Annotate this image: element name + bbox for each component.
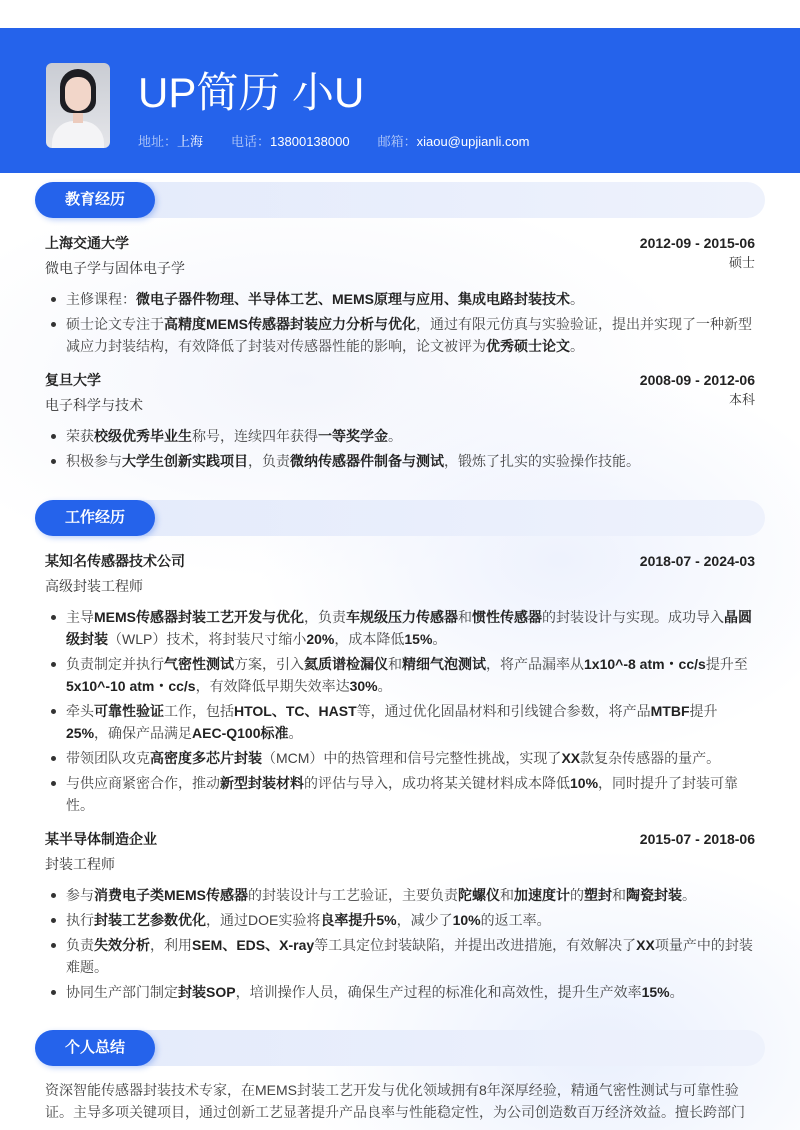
role: 封装工程师 <box>45 856 115 872</box>
organization: 上海交通大学 <box>45 235 129 251</box>
text: 提升至 <box>705 656 748 672</box>
organization: 复旦大学 <box>45 372 101 388</box>
text: 积极参与 <box>66 453 122 469</box>
text: 荣获 <box>66 428 94 444</box>
highlight-text: 20% <box>306 631 335 647</box>
highlight-text: 晶圆级封装 <box>66 609 752 647</box>
section-education <box>35 182 765 218</box>
bullet-list <box>45 606 755 816</box>
highlight-text: XX <box>561 750 581 766</box>
text: 等工具定位封装缺陷，并提出改进措施，有效解决了 <box>314 937 637 953</box>
text: ，有效降低早期失效率达 <box>195 678 350 694</box>
highlight-text: 一等奖学金 <box>318 428 388 444</box>
highlight-text: 氦质谱检漏仪 <box>304 656 388 672</box>
bullet-item <box>45 313 755 357</box>
text: 。 <box>570 291 584 307</box>
highlight-text: MEMS传感器封装工艺开发与优化 <box>94 609 304 625</box>
highlight-text: 微纳传感器件制备与测试 <box>290 453 444 469</box>
highlight-text: 气密性测试 <box>164 656 234 672</box>
highlight-text: 1x10^-8 atm・cc/s <box>584 656 706 672</box>
text: ，通过有限元仿真与实验验证，提出并实现了一种新型减应力封装结构，有效降低了封装对传感器性能的影响，论文被评为 <box>66 316 752 354</box>
bullet-item <box>45 288 755 310</box>
contact-phone: 电话：13800138000 <box>231 134 350 149</box>
bullet-item <box>45 450 755 472</box>
text: 。 <box>669 984 684 1000</box>
text: 的封装设计与实现。成功导入 <box>542 609 724 625</box>
role: 微电子学与固体电子学 <box>45 260 185 276</box>
section-title: 个人总结 <box>35 1030 155 1066</box>
highlight-text: 15% <box>641 984 670 1000</box>
entry <box>45 828 755 1003</box>
highlight-text: 30% <box>349 678 378 694</box>
text: 称号，连续四年获得 <box>192 428 318 444</box>
text: ，锻炼了扎实的实验操作技能。 <box>444 453 640 469</box>
degree: 本科 <box>728 392 755 407</box>
text: 。 <box>570 338 584 354</box>
text: 。 <box>682 887 696 903</box>
entry <box>45 550 755 816</box>
text: 项量产中的封装难题。 <box>66 937 753 975</box>
highlight-text: 惯性传感器 <box>472 609 542 625</box>
text: 。 <box>288 725 303 741</box>
text: 牵头 <box>66 703 94 719</box>
text: 的返工率。 <box>480 912 551 928</box>
text: 参与 <box>66 887 94 903</box>
text: ，确保产品满足 <box>94 725 193 741</box>
section-summary <box>35 1030 765 1066</box>
text: 和 <box>458 609 472 625</box>
highlight-text: 10% <box>452 912 481 928</box>
highlight-text: 校级优秀毕业生 <box>94 428 192 444</box>
organization: 某知名传感器技术公司 <box>45 553 185 569</box>
text: ，负责 <box>304 609 346 625</box>
text: 。 <box>388 428 402 444</box>
text: 和 <box>388 656 402 672</box>
text: 带领团队攻克 <box>66 750 150 766</box>
organization: 某半导体制造企业 <box>45 831 157 847</box>
bullet-list <box>45 884 755 1003</box>
text: 负责制定并执行 <box>66 656 164 672</box>
highlight-text: 新型封装材料 <box>220 775 304 791</box>
contact-info <box>138 131 530 150</box>
text: 的评估与导入，成功将某关键材料成本降低 <box>304 775 570 791</box>
text: 协同生产部门制定 <box>66 984 178 1000</box>
bullet-item <box>45 981 755 1003</box>
highlight-text: 陶瓷封装 <box>626 887 682 903</box>
highlight-text: 25% <box>66 725 95 741</box>
text: 的 <box>570 887 584 903</box>
date-range: 2015-07 - 2018-06 <box>639 831 755 847</box>
header <box>0 28 800 173</box>
highlight-text: SEM、EDS、X-ray <box>192 937 315 953</box>
text: （WLP）技术，将封装尺寸缩小 <box>108 631 307 647</box>
bullet-item <box>45 909 755 931</box>
highlight-text: 塑封 <box>584 887 612 903</box>
highlight-text: 可靠性验证 <box>94 703 164 719</box>
degree: 硕士 <box>728 255 755 270</box>
date-range: 2018-07 - 2024-03 <box>639 553 755 569</box>
text: ，利用 <box>150 937 192 953</box>
candidate-name: UP简历 小U <box>138 69 365 116</box>
text: ，通过DOE实验将 <box>206 912 321 928</box>
text: ，培训操作人员，确保生产过程的标准化和高效性，提升生产效率 <box>235 984 642 1000</box>
highlight-text: 高密度多芯片封装 <box>150 750 262 766</box>
highlight-text: XX <box>636 937 655 953</box>
bullet-item <box>45 653 755 697</box>
highlight-text: 15% <box>404 631 433 647</box>
highlight-text: 5x10^-10 atm・cc/s <box>66 678 196 694</box>
text: ，减少了 <box>396 912 453 928</box>
text: （MCM）中的热管理和信号完整性挑战，实现了 <box>262 750 562 766</box>
highlight-text: 高精度MEMS传感器封装应力分析与优化 <box>164 316 416 332</box>
text: 主导 <box>66 609 94 625</box>
highlight-text: AEC-Q100标准 <box>192 725 289 741</box>
text: 执行 <box>66 912 94 928</box>
highlight-text: 封装SOP <box>178 984 236 1000</box>
section-work <box>35 500 765 536</box>
highlight-text: HTOL、TC、HAST <box>234 703 357 719</box>
text: ，负责 <box>248 453 290 469</box>
bullet-item <box>45 934 755 978</box>
section-title: 工作经历 <box>35 500 155 536</box>
text: 主修课程： <box>66 291 136 307</box>
contact-email: 邮箱：xiaou@upjianli.com <box>377 134 530 149</box>
highlight-text: 封装工艺参数优化 <box>94 912 206 928</box>
summary-text: 资深智能传感器封装技术专家，在MEMS封装工艺开发与优化领域拥有8年深厚经验，精通气密性测试与可靠性验证。主导多项关键项目，通过创新工艺显著提升产品良率与性能稳定性，为公司创造数百万经济效益。擅长跨部门 <box>45 1082 745 1120</box>
bullet-item <box>45 884 755 906</box>
bullet-list <box>45 425 755 472</box>
text: 和 <box>500 887 514 903</box>
highlight-text: 良率提升5% <box>320 912 397 928</box>
text: 负责 <box>66 937 94 953</box>
contact-address: 地址：上海 <box>138 134 204 149</box>
text: 。 <box>432 631 447 647</box>
text: 和 <box>612 887 626 903</box>
text: 工作，包括 <box>164 703 234 719</box>
text: 。 <box>377 678 392 694</box>
date-range: 2008-09 - 2012-06 <box>639 372 755 388</box>
role: 高级封装工程师 <box>45 578 143 594</box>
highlight-text: 微电子器件物理、半导体工艺、MEMS原理与应用、集成电路封装技术 <box>136 291 570 307</box>
highlight-text: 优秀硕士论文 <box>486 338 570 354</box>
text: 与供应商紧密合作，推动 <box>66 775 220 791</box>
highlight-text: 消费电子类MEMS传感器 <box>94 887 248 903</box>
text: 的封装设计与工艺验证，主要负责 <box>248 887 458 903</box>
text: ，成本降低 <box>334 631 405 647</box>
text: ，将产品漏率从 <box>486 656 584 672</box>
highlight-text: 车规级压力传感器 <box>346 609 458 625</box>
highlight-text: 10% <box>570 775 599 791</box>
highlight-text: 失效分析 <box>94 937 150 953</box>
text: 硕士论文专注于 <box>66 316 164 332</box>
highlight-text: 精细气泡测试 <box>402 656 486 672</box>
text: ，同时提升了封装可靠性。 <box>66 775 739 813</box>
highlight-text: 加速度计 <box>514 887 570 903</box>
date-range: 2012-09 - 2015-06 <box>639 235 755 251</box>
entry <box>45 232 755 357</box>
text: 款复杂传感器的量产。 <box>580 750 721 766</box>
bullet-item <box>45 606 755 650</box>
highlight-text: 陀螺仪 <box>458 887 500 903</box>
bullet-item <box>45 772 755 816</box>
bullet-item <box>45 700 755 744</box>
highlight-text: MTBF <box>650 703 690 719</box>
text: 提升 <box>689 703 718 719</box>
section-title: 教育经历 <box>35 182 155 218</box>
avatar <box>46 63 110 148</box>
entry <box>45 369 755 472</box>
text: 等，通过优化固晶材料和引线键合参数，将产品 <box>356 703 651 719</box>
bullet-list <box>45 288 755 357</box>
bullet-item <box>45 425 755 447</box>
role: 电子科学与技术 <box>45 397 143 413</box>
bullet-item <box>45 747 755 769</box>
highlight-text: 大学生创新实践项目 <box>122 453 248 469</box>
text: 方案，引入 <box>234 656 304 672</box>
